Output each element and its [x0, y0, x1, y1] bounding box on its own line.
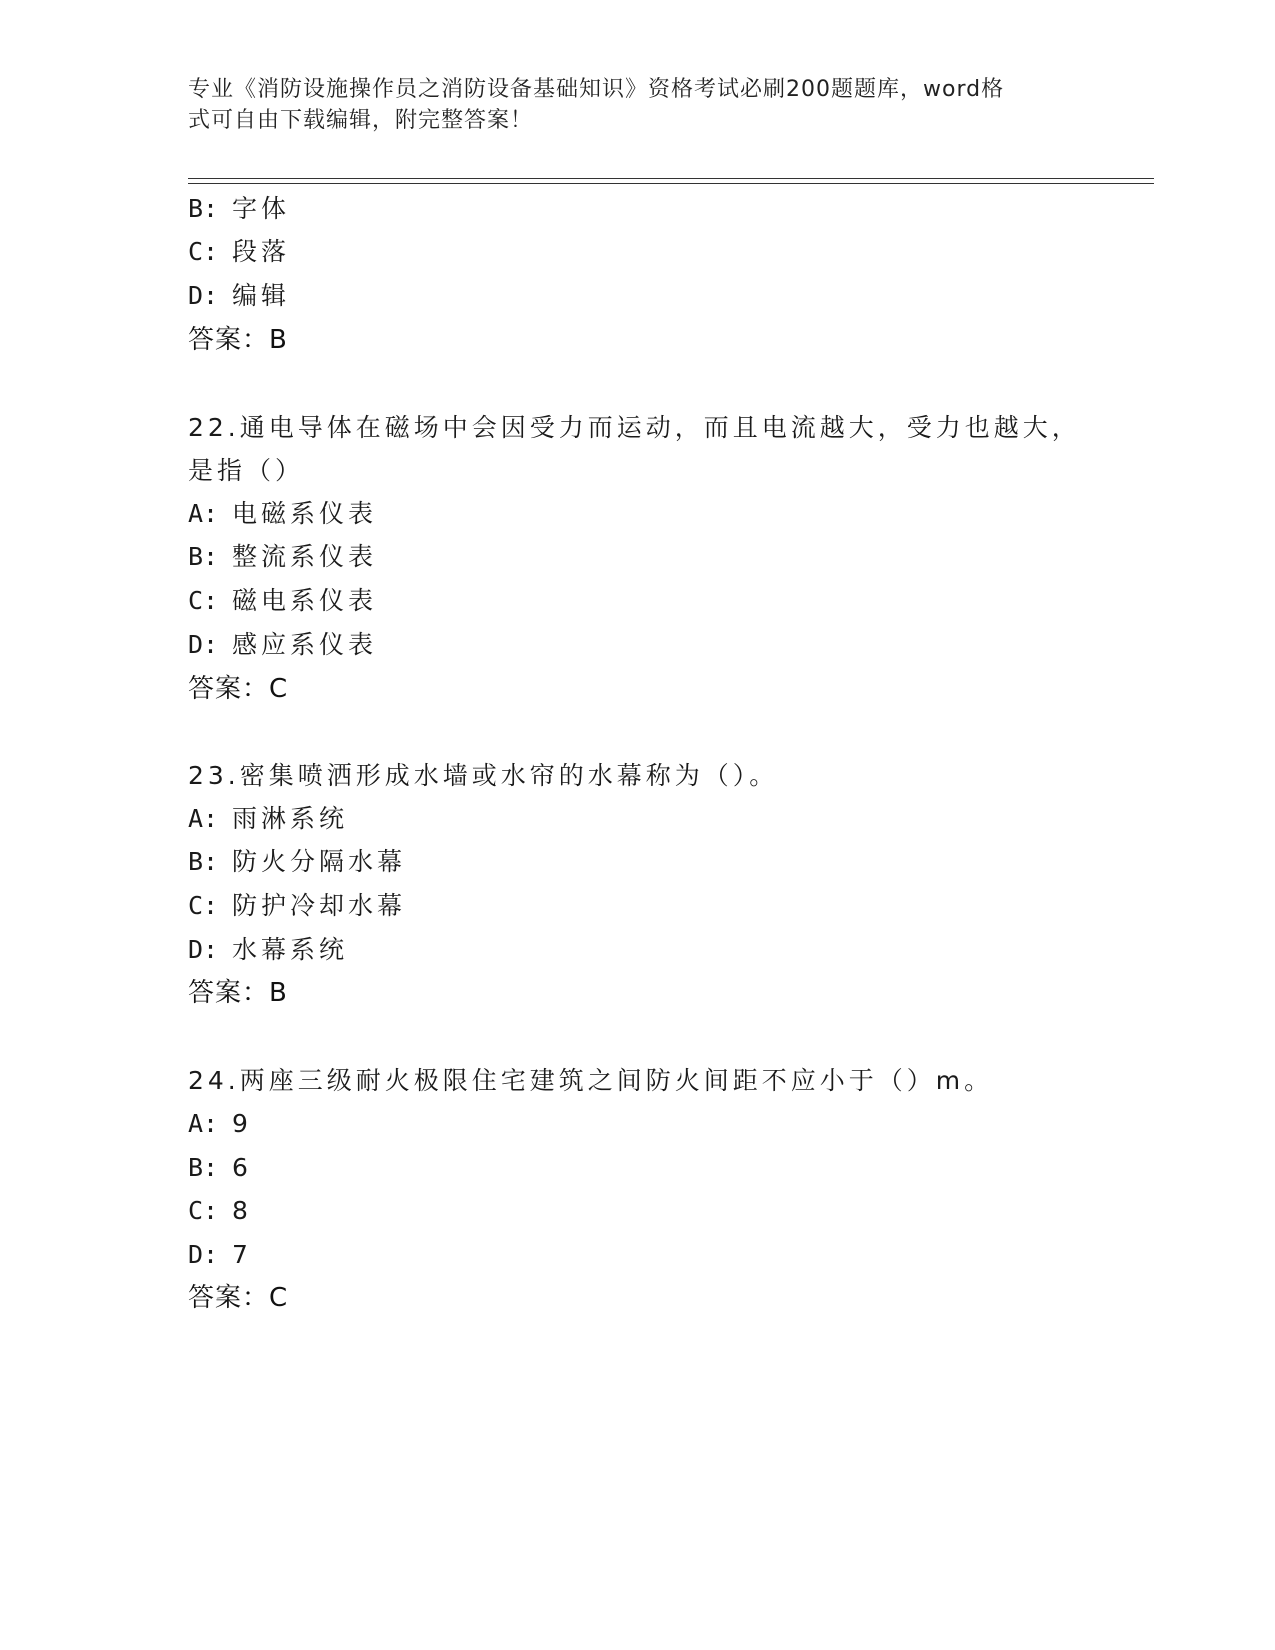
answer-line: 答案：B: [188, 978, 288, 1008]
option-label: D:: [188, 630, 219, 659]
option-item: [188, 498, 377, 530]
option-label: D:: [188, 281, 219, 310]
option-label: B:: [188, 1153, 219, 1182]
question-text: 是指（）: [188, 456, 305, 485]
option-text: 字体: [232, 194, 291, 223]
option-label: D:: [188, 1240, 219, 1269]
option-label: A:: [188, 804, 219, 833]
option-item: [188, 803, 348, 835]
header-title-line-1: 专业《消防设施操作员之消防设备基础知识》资格考试必刷200题题库，word格: [188, 77, 1005, 102]
option-text: 7: [232, 1240, 252, 1269]
option-item: [188, 236, 290, 268]
option-label: B:: [188, 542, 219, 571]
option-text: 感应系仪表: [232, 630, 378, 659]
option-text: 编辑: [232, 281, 291, 310]
option-label: C:: [188, 237, 219, 266]
option-item: [188, 629, 377, 661]
option-label: D:: [188, 935, 219, 964]
question-text: 24.两座三级耐火极限住宅建筑之间防火间距不应小于（）m。: [188, 1066, 994, 1095]
option-text: 整流系仪表: [232, 542, 378, 571]
option-label: C:: [188, 1196, 219, 1225]
option-item: [188, 890, 406, 922]
option-item: [188, 541, 377, 573]
question-text: 23.密集喷洒形成水墙或水帘的水幕称为（）。: [188, 761, 779, 790]
question-text: 22.通电导体在磁场中会因受力而运动，而且电流越大，受力也越大，: [188, 413, 1081, 442]
option-item: [188, 1239, 252, 1271]
option-label: B:: [188, 194, 219, 223]
option-text: 9: [232, 1109, 252, 1138]
option-text: 防护冷却水幕: [232, 891, 407, 920]
option-item: [188, 193, 290, 225]
option-item: [188, 1108, 252, 1140]
header-divider-bottom: [188, 183, 1154, 184]
option-text: 水幕系统: [232, 935, 349, 964]
header-title-line-2: 式可自由下载编辑，附完整答案！: [188, 108, 534, 133]
answer-line: 答案：C: [188, 674, 289, 704]
option-text: 磁电系仪表: [232, 586, 378, 615]
answer-line: 答案：B: [188, 325, 288, 355]
option-item: [188, 846, 406, 878]
option-text: 段落: [232, 237, 291, 266]
option-item: [188, 934, 348, 966]
document-header: [188, 74, 1068, 136]
option-text: 8: [232, 1196, 252, 1225]
option-text: 雨淋系统: [232, 804, 349, 833]
option-label: B:: [188, 847, 219, 876]
option-text: 6: [232, 1153, 252, 1182]
option-label: C:: [188, 891, 219, 920]
option-item: [188, 1152, 252, 1184]
option-text: 电磁系仪表: [232, 499, 378, 528]
answer-line: 答案：C: [188, 1283, 289, 1313]
option-item: [188, 585, 377, 617]
option-item: [188, 280, 290, 312]
option-text: 防火分隔水幕: [232, 847, 407, 876]
header-divider-top: [188, 178, 1154, 179]
option-label: C:: [188, 586, 219, 615]
option-item: [188, 1195, 252, 1227]
option-label: A:: [188, 499, 219, 528]
option-label: A:: [188, 1109, 219, 1138]
